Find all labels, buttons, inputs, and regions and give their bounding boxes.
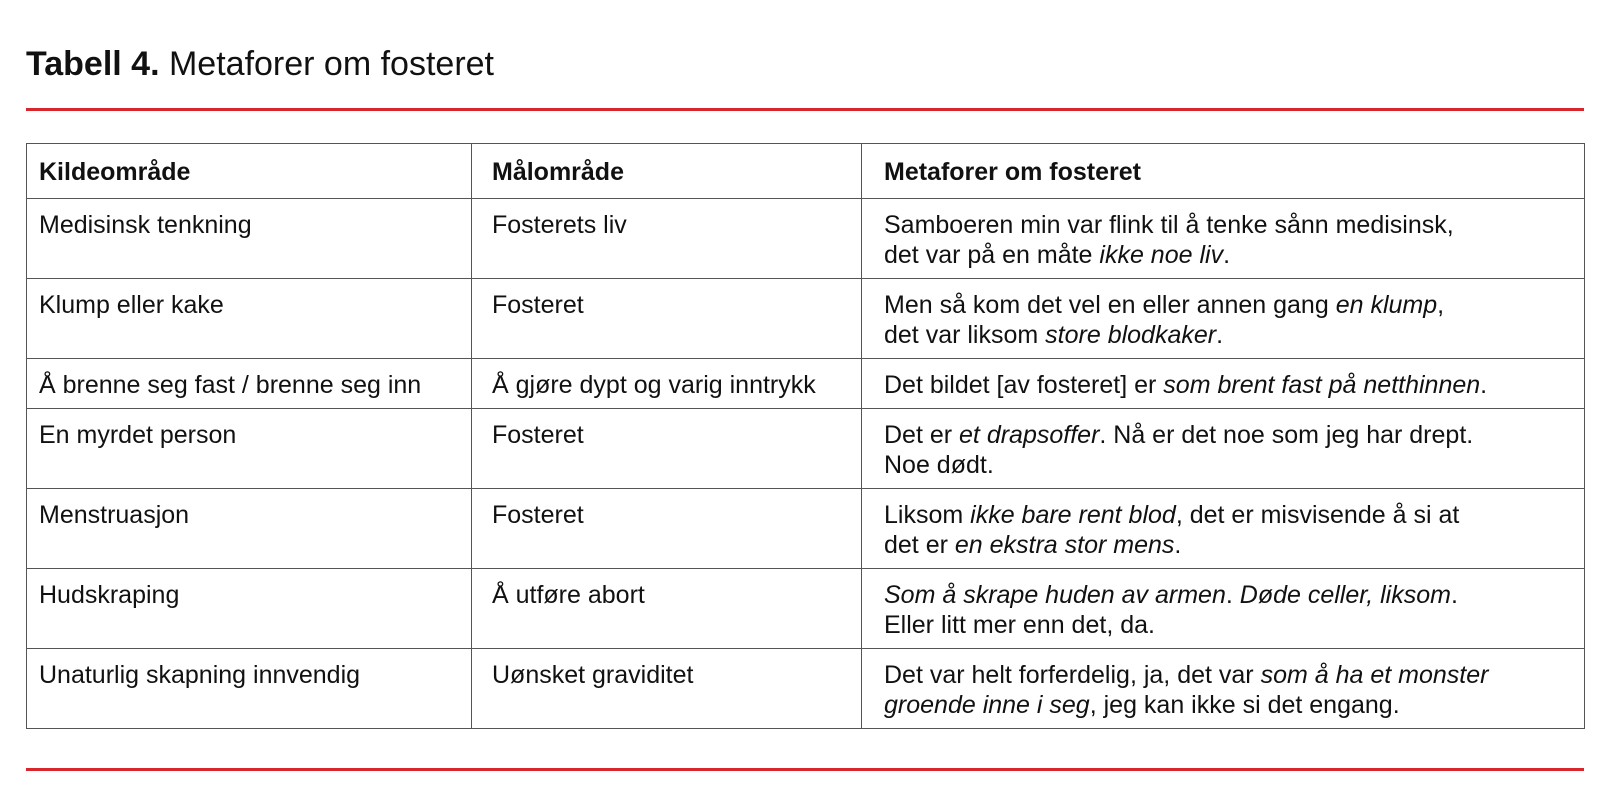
cell-source-domain: Menstruasjon bbox=[27, 489, 472, 569]
metaphor-text: . bbox=[1225, 581, 1240, 609]
metaphor-quote-italic: store blodkaker bbox=[1045, 321, 1217, 349]
table-row bbox=[27, 489, 1585, 569]
table-row bbox=[27, 649, 1585, 729]
table-body bbox=[27, 199, 1585, 729]
bottom-divider bbox=[26, 768, 1584, 771]
table-header-row bbox=[27, 144, 1585, 199]
cell-metaphor bbox=[862, 409, 1585, 489]
cell-target-domain: Fosteret bbox=[472, 489, 862, 569]
table-caption bbox=[26, 44, 494, 84]
metaphor-text: Liksom bbox=[884, 501, 971, 529]
cell-metaphor bbox=[862, 199, 1585, 279]
metaphor-text: . Nå er det noe som jeg har drept. bbox=[1099, 421, 1474, 449]
cell-metaphor bbox=[862, 649, 1585, 729]
top-divider bbox=[26, 108, 1584, 111]
metaphor-quote-italic: groende inne i seg bbox=[884, 691, 1090, 719]
cell-target-domain: Å utføre abort bbox=[472, 569, 862, 649]
table-row bbox=[27, 279, 1585, 359]
metaphor-quote-italic: ikke noe liv bbox=[1099, 241, 1224, 269]
metaphor-text: , jeg kan ikke si det engang. bbox=[1089, 691, 1400, 719]
metaphor-line bbox=[884, 660, 1572, 690]
metaphor-quote-italic: Døde celler, liksom bbox=[1239, 581, 1451, 609]
metaphor-line bbox=[884, 210, 1572, 240]
metaphor-line bbox=[884, 610, 1572, 640]
metaphor-text: . bbox=[1174, 531, 1182, 559]
metaphor-quote-italic: en klump bbox=[1335, 291, 1438, 319]
table-row bbox=[27, 409, 1585, 489]
metaphor-line bbox=[884, 420, 1572, 450]
metaphor-text: . bbox=[1480, 371, 1488, 399]
cell-metaphor bbox=[862, 569, 1585, 649]
cell-metaphor bbox=[862, 489, 1585, 569]
metaphor-text: Det var helt forferdelig, ja, det var bbox=[884, 661, 1261, 689]
metaphor-text: Det er bbox=[884, 421, 960, 449]
cell-source-domain: Unaturlig skapning innvendig bbox=[27, 649, 472, 729]
metaphor-quote-italic: Som å skrape huden av armen bbox=[884, 581, 1226, 609]
metaphor-text: . bbox=[1450, 581, 1458, 609]
cell-source-domain: Å brenne seg fast / brenne seg inn bbox=[27, 359, 472, 409]
metaphor-line bbox=[884, 530, 1572, 560]
metaphor-line bbox=[884, 240, 1572, 270]
metaphor-line bbox=[884, 370, 1572, 400]
cell-target-domain: Fosteret bbox=[472, 279, 862, 359]
column-header-metaphor: Metaforer om fosteret bbox=[862, 144, 1585, 199]
metaphor-text: det var liksom bbox=[884, 321, 1046, 349]
metaphor-table bbox=[26, 143, 1585, 729]
cell-source-domain: Klump eller kake bbox=[27, 279, 472, 359]
table-row bbox=[27, 359, 1585, 409]
cell-target-domain: Fosterets liv bbox=[472, 199, 862, 279]
metaphor-text: . bbox=[1216, 321, 1224, 349]
metaphor-line bbox=[884, 320, 1572, 350]
metaphor-quote-italic: som å ha et monster bbox=[1260, 661, 1489, 689]
cell-metaphor bbox=[862, 279, 1585, 359]
column-header-target: Målområde bbox=[472, 144, 862, 199]
metaphor-text: . bbox=[1223, 241, 1231, 269]
cell-target-domain: Fosteret bbox=[472, 409, 862, 489]
metaphor-line bbox=[884, 500, 1572, 530]
metaphor-line bbox=[884, 580, 1572, 610]
metaphor-quote-italic: et drapsoffer bbox=[959, 421, 1100, 449]
metaphor-quote-italic: ikke bare rent blod bbox=[970, 501, 1176, 529]
metaphor-text: Eller litt mer enn det, da. bbox=[884, 611, 1155, 639]
metaphor-line bbox=[884, 690, 1572, 720]
metaphor-line bbox=[884, 290, 1572, 320]
metaphor-text: Det bildet [av fosteret] er bbox=[884, 371, 1164, 399]
cell-target-domain: Uønsket graviditet bbox=[472, 649, 862, 729]
metaphor-text: det er bbox=[884, 531, 955, 559]
cell-metaphor bbox=[862, 359, 1585, 409]
table-caption-label: Tabell 4. bbox=[26, 45, 160, 83]
cell-source-domain: Medisinsk tenkning bbox=[27, 199, 472, 279]
table-row bbox=[27, 199, 1585, 279]
cell-target-domain: Å gjøre dypt og varig inntrykk bbox=[472, 359, 862, 409]
metaphor-text: , det er misvisende å si at bbox=[1175, 501, 1460, 529]
cell-source-domain: Hudskraping bbox=[27, 569, 472, 649]
metaphor-quote-italic: som brent fast på netthinnen bbox=[1163, 371, 1481, 399]
table-row bbox=[27, 569, 1585, 649]
metaphor-line bbox=[884, 450, 1572, 480]
metaphor-text: , bbox=[1437, 291, 1445, 319]
table-caption-text: Metaforer om fosteret bbox=[168, 45, 494, 83]
metaphor-quote-italic: en ekstra stor mens bbox=[954, 531, 1175, 559]
metaphor-text: Samboeren min var flink til å tenke sånn medisinsk, bbox=[884, 211, 1454, 239]
cell-source-domain: En myrdet person bbox=[27, 409, 472, 489]
metaphor-text: det var på en måte bbox=[884, 241, 1100, 269]
column-header-source: Kildeområde bbox=[27, 144, 472, 199]
metaphor-text: Men så kom det vel en eller annen gang bbox=[884, 291, 1336, 319]
metaphor-text: Noe dødt. bbox=[884, 451, 994, 479]
